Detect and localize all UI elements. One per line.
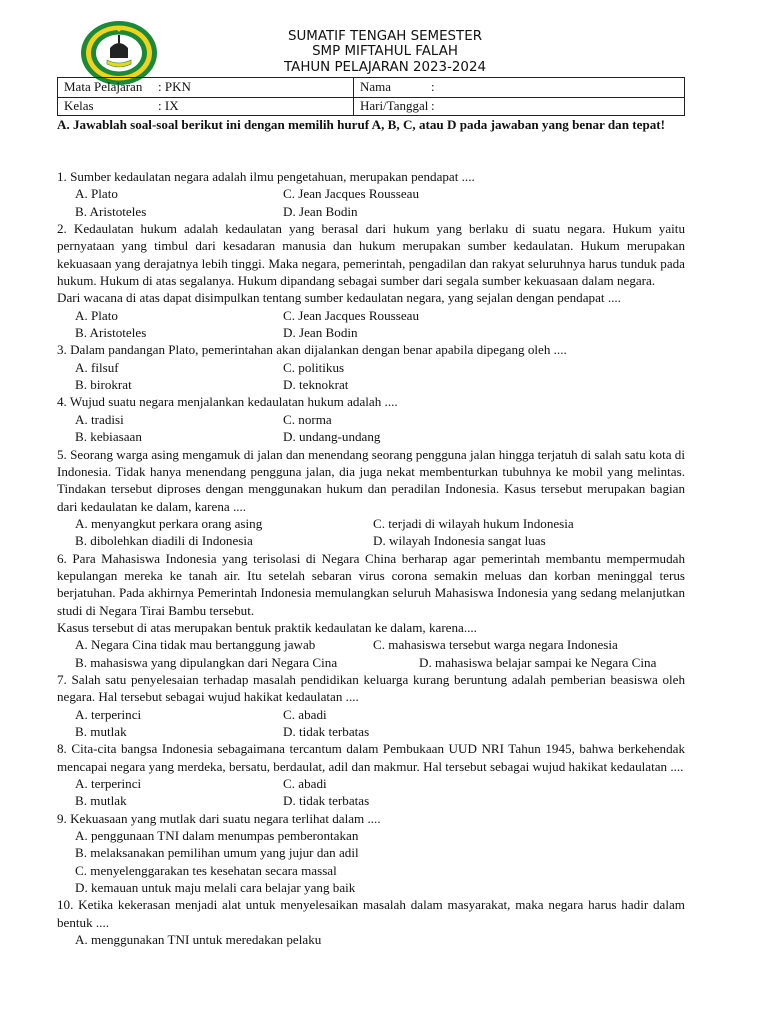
- exam-header: [180, 29, 590, 75]
- subject-value: : PKN: [158, 79, 191, 94]
- option-b: B. mahasiswa yang dipulangkan dari Negara Cina: [75, 654, 338, 670]
- option-c: C. abadi: [283, 706, 327, 722]
- option-c: C. terjadi di wilayah hukum Indonesia: [373, 515, 574, 531]
- question-8: [57, 740, 685, 809]
- option-d: D. tidak terbatas: [283, 724, 370, 739]
- option-a: A. penggunaan TNI dalam menumpas pemberontakan: [75, 828, 359, 844]
- question-text: 9. Kekuasaan yang mutlak dari suatu negara terlihat dalam ....: [57, 810, 381, 826]
- option-a: A. Plato: [75, 186, 118, 202]
- subject-label: Mata Pelajaran: [64, 79, 143, 94]
- option-a: A. menggunakan TNI untuk meredakan pelaku: [75, 932, 322, 948]
- option-d: D. tidak terbatas: [283, 793, 370, 809]
- option-d: D. teknokrat: [283, 377, 349, 393]
- question-10: [57, 896, 685, 948]
- option-b: B. kebiasaan: [75, 429, 142, 445]
- option-b: B. Aristoteles: [75, 203, 147, 219]
- option-d: D. Jean Bodin: [283, 325, 358, 341]
- date-value: :: [431, 98, 435, 113]
- question-text: 7. Salah satu penyelesaian terhadap masalah pendidikan keluarga kurang beruntung adalah pemberian beasiswa oleh negara. Hal tersebut sebagai wujud hakikat kedaulatan ....: [57, 671, 685, 705]
- question-text: 8. Cita-cita bangsa Indonesia sebagaimana tercantum dalam Pembukaan UUD NRI Tahun 1945, bahwa berkehendak mencapai negara yang merdeka, bersatu, berdaulat, adil dan makmur. Hal tersebut sebagai wujud hakikat kedaulatan ....: [57, 741, 685, 774]
- option-c: C. Jean Jacques Rousseau: [283, 186, 420, 202]
- option-a: A. terperinci: [75, 706, 142, 722]
- question-7: [57, 671, 685, 740]
- option-a: A. Plato: [75, 307, 118, 323]
- school-name: SMP MIFTAHUL FALAH: [312, 44, 458, 60]
- option-a: A. Negara Cina tidak mau bertanggung jawab: [75, 637, 316, 653]
- question-9: [57, 810, 685, 897]
- question-text: 2. Kedaulatan hukum adalah kedaulatan yang berasal dari hukum yang berlaku di suatu negara. Hukum yaitu pernyataan yang timbul dari kesadaran manusia dan hukum merupakan sumber kedaulatan. Hukum merupakan kekuasaan yang derajatnya lebih tinggi. Maka negara, pemerintah, pengadilan dan rakyat seluruhnya harus tunduk pada hukum. Hukum di atas segalanya. Hukum dipandang sebagai sumber dari segala sumber kekuasaan dalam negara.: [57, 221, 685, 289]
- option-d: D. undang-undang: [283, 429, 381, 445]
- option-a: A. tradisi: [75, 411, 124, 427]
- option-b: B. birokrat: [75, 377, 132, 393]
- option-a: A. terperinci: [75, 776, 142, 792]
- exam-title: SUMATIF TENGAH SEMESTER: [288, 29, 482, 44]
- option-c: C. menyelenggarakan tes kesehatan secara massal: [75, 862, 337, 878]
- academic-year: TAHUN PELAJARAN 2023-2024: [284, 59, 486, 75]
- instruction-text: A. Jawablah soal-soal berikut ini dengan memilih huruf A, B, C, atau D pada jawaban yang benar dan tepat!: [57, 117, 665, 132]
- table-divider: [353, 78, 354, 115]
- option-b: B. Aristoteles: [75, 325, 147, 341]
- option-d: D. kemauan untuk maju melali cara belajar yang baik: [75, 880, 356, 896]
- option-a: A. menyangkut perkara orang asing: [75, 515, 263, 531]
- question-prompt: Dari wacana di atas dapat disimpulkan tentang sumber kedaulatan negara, yang sejalan dengan pendapat ....: [57, 290, 621, 306]
- question-text: 3. Dalam pandangan Plato, pemerintahan akan dijalankan dengan benar apabila dipegang oleh ....: [57, 342, 567, 358]
- question-1: [57, 168, 685, 220]
- option-c: C. mahasiswa tersebut warga negara Indonesia: [373, 637, 618, 653]
- option-b: B. mutlak: [75, 793, 127, 809]
- option-a: A. filsuf: [75, 359, 119, 375]
- name-label: Nama: [360, 79, 392, 94]
- question-2: [57, 220, 685, 341]
- option-c: C. Jean Jacques Rousseau: [283, 307, 420, 323]
- date-label: Hari/Tanggal: [360, 98, 429, 113]
- option-d: D. Jean Bodin: [283, 203, 358, 219]
- option-b: B. dibolehkan diadili di Indonesia: [75, 533, 253, 549]
- name-value: :: [431, 79, 435, 94]
- question-text: 5. Seorang warga asing mengamuk di jalan dan menendang seorang pengguna jalan hingga terjatuh di salah satu kota di Indonesia. Tidak hanya menendang pengguna jalan, dia juga nekat membenturkan tubuhnya ke mobil yang melintas. Tindakan tersebut diproses dengan menggunakan hukum dan peradilan Indonesia. Kasus tersebut merupakan bagian dari kedaulatan ke dalam, karena ....: [57, 446, 685, 514]
- option-c: C. politikus: [283, 359, 345, 375]
- question-5: [57, 446, 685, 550]
- student-info-table: [57, 77, 685, 116]
- info-row-subject: [58, 78, 684, 98]
- question-text: 10. Ketika kekerasan menjadi alat untuk menyelesaikan masalah dalam masyarakat, maka negara harus hadir dalam bentuk ....: [57, 897, 685, 930]
- option-c: C. abadi: [283, 776, 327, 792]
- option-b: B. mutlak: [75, 724, 127, 739]
- question-6: [57, 550, 685, 671]
- option-c: C. norma: [283, 411, 332, 427]
- question-3: [57, 341, 685, 393]
- option-b: B. melaksanakan pemilihan umum yang jujur dan adil: [75, 845, 359, 861]
- class-label: Kelas: [64, 98, 94, 113]
- question-4: [57, 393, 685, 445]
- option-d: D. mahasiswa belajar sampai ke Negara Cina: [419, 654, 657, 670]
- question-text: 4. Wujud suatu negara menjalankan kedaulatan hukum adalah ....: [57, 394, 398, 410]
- class-value: : IX: [158, 98, 179, 113]
- question-text: 1. Sumber kedaulatan negara adalah ilmu pengetahuan, merupakan pendapat ....: [57, 169, 475, 184]
- option-d: D. wilayah Indonesia sangat luas: [373, 533, 546, 549]
- info-row-class: [58, 97, 684, 116]
- question-prompt: Kasus tersebut di atas merupakan bentuk praktik kedaulatan ke dalam, karena....: [57, 619, 477, 635]
- question-list: [57, 168, 685, 948]
- question-text: 6. Para Mahasiswa Indonesia yang terisolasi di Negara China berharap agar pemerintah membantu mempermudah kepulangan mereka ke tanah air. Itu setelah sebaran virus corona semakin meluas dan korban meninggal terus berjatuhan. Pada akhirnya Pemerintah Indonesia memulangkan seluruh Mahasiswa Indonesia yang sedang melanjutkan studi di Negara Tirai Bambu tersebut.: [57, 550, 685, 618]
